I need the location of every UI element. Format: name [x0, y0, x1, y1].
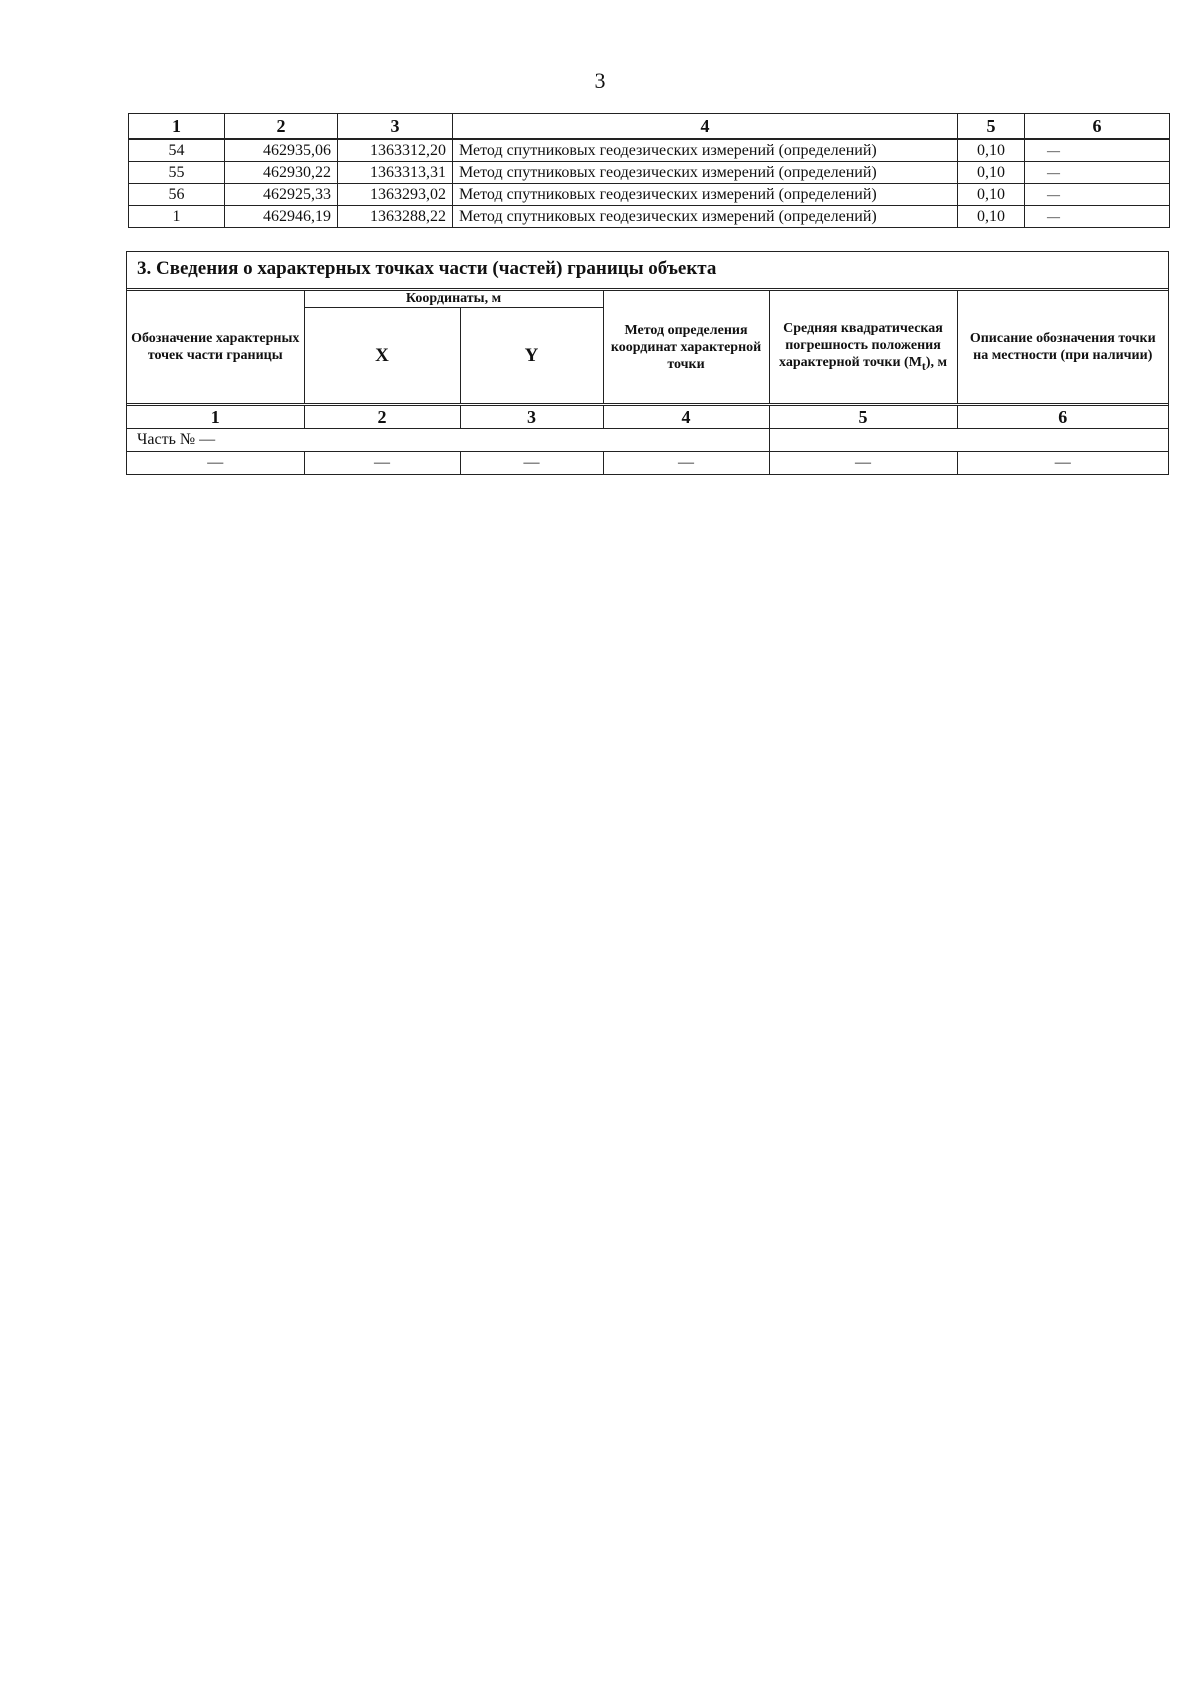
column-number-1: 1 [129, 114, 225, 140]
accuracy-header [769, 291, 957, 405]
column-number-6: 6 [1025, 114, 1170, 140]
dash-cell: — [127, 452, 304, 475]
y-header: Y [460, 308, 603, 405]
table-header-row [129, 114, 1170, 140]
column-number-2: 2 [304, 405, 460, 429]
table-header-row [127, 291, 1168, 308]
point-number: 55 [129, 162, 225, 184]
description-cell: — [1025, 184, 1170, 206]
x-coordinate: 462935,06 [225, 139, 338, 162]
dash-cell: — [769, 452, 957, 475]
column-number-2: 2 [225, 114, 338, 140]
section-title: 3. Сведения о характерных точках части (частей) границы объекта [127, 252, 1168, 291]
description-cell: — [1025, 162, 1170, 184]
part-row-empty [769, 429, 1168, 452]
accuracy-header-text: Средняя квадратическая погрешность положения характерной точки (M [779, 320, 943, 370]
column-number-5: 5 [958, 114, 1025, 140]
description-cell: — [1025, 206, 1170, 228]
dash-cell: — [460, 452, 603, 475]
accuracy-cell: 0,10 [958, 139, 1025, 162]
description-cell: — [1025, 139, 1170, 162]
x-header: X [304, 308, 460, 405]
method-cell: Метод спутниковых геодезических измерений (определений) [453, 206, 958, 228]
point-number: 54 [129, 139, 225, 162]
y-coordinate: 1363288,22 [338, 206, 453, 228]
accuracy-header-subscript: t [921, 359, 926, 373]
method-header: Метод определения координат характерной точки [603, 291, 769, 405]
table-row [129, 162, 1170, 184]
dash-cell: — [603, 452, 769, 475]
column-number-4: 4 [603, 405, 769, 429]
point-number: 1 [129, 206, 225, 228]
dash-cell: — [304, 452, 460, 475]
accuracy-cell: 0,10 [958, 206, 1025, 228]
y-coordinate: 1363312,20 [338, 139, 453, 162]
accuracy-cell: 0,10 [958, 162, 1025, 184]
method-cell: Метод спутниковых геодезических измерений (определений) [453, 184, 958, 206]
column-number-3: 3 [338, 114, 453, 140]
column-number-6: 6 [957, 405, 1168, 429]
accuracy-header-unit: ), м [925, 354, 948, 370]
coordinates-header: Координаты, м [304, 291, 603, 308]
x-coordinate: 462925,33 [225, 184, 338, 206]
table-row [129, 206, 1170, 228]
column-numbers-row [127, 405, 1168, 429]
x-coordinate: 462930,22 [225, 162, 338, 184]
y-coordinate: 1363293,02 [338, 184, 453, 206]
table-row [127, 452, 1168, 475]
part-row [127, 429, 1168, 452]
table-row [129, 139, 1170, 162]
accuracy-cell: 0,10 [958, 184, 1025, 206]
point-designation-header: Обозначение характерных точек части границы [127, 291, 304, 405]
point-number: 56 [129, 184, 225, 206]
column-number-3: 3 [460, 405, 603, 429]
method-cell: Метод спутниковых геодезических измерений (определений) [453, 162, 958, 184]
coordinates-table [128, 113, 1170, 228]
section-3-block [126, 251, 1169, 475]
column-number-1: 1 [127, 405, 304, 429]
part-points-table [127, 291, 1168, 474]
description-header: Описание обозначения точки на местности (при наличии) [957, 291, 1168, 405]
x-coordinate: 462946,19 [225, 206, 338, 228]
method-cell: Метод спутниковых геодезических измерений (определений) [453, 139, 958, 162]
page-number: 3 [594, 68, 606, 93]
part-label: Часть № — [127, 429, 769, 452]
table-row [129, 184, 1170, 206]
y-coordinate: 1363313,31 [338, 162, 453, 184]
dash-cell: — [957, 452, 1168, 475]
column-number-5: 5 [769, 405, 957, 429]
column-number-4: 4 [453, 114, 958, 140]
